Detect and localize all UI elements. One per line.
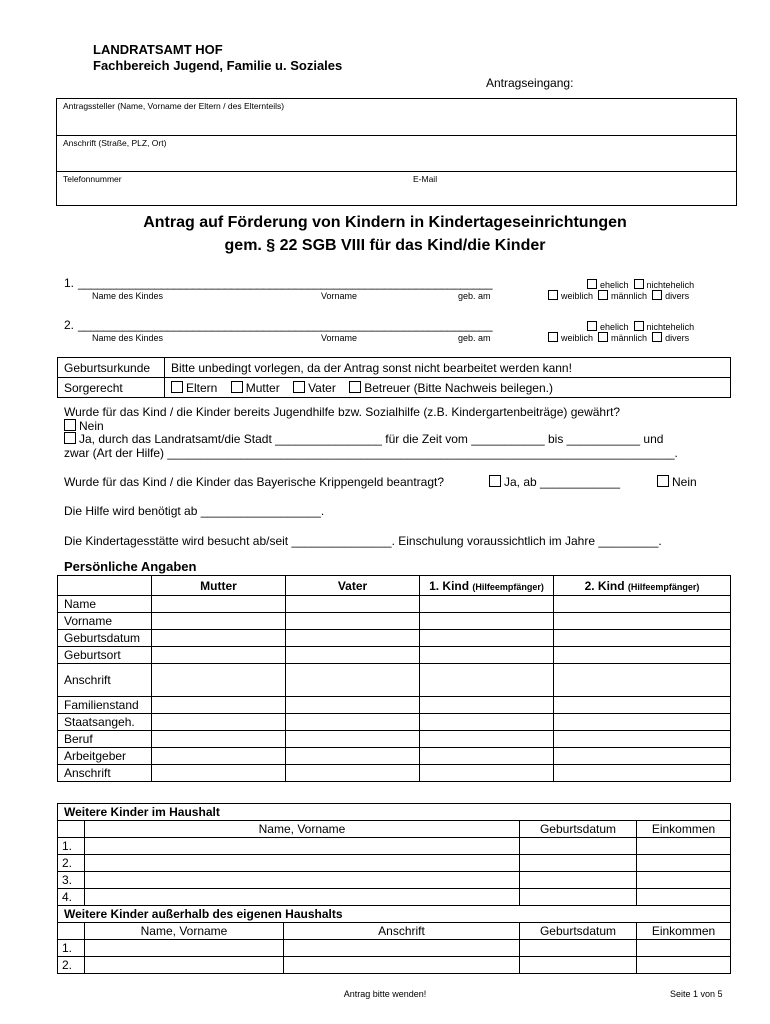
daycare-attended[interactable]: Die Kindertagesstätte wird besucht ab/seit _______________. Einschulung voraussichtlich im Jahre _________. <box>64 534 662 548</box>
cell[interactable] <box>554 765 731 782</box>
child-1-name-caption: Name des Kindes <box>92 291 164 301</box>
child-1-number: 1. <box>64 276 75 290</box>
form-title: Antrag auf Förderung von Kindern in Kindertageseinrichtungen <box>143 214 627 231</box>
cell[interactable] <box>85 957 284 974</box>
row-label: Arbeitgeber <box>58 748 152 765</box>
question-help-art[interactable]: zwar (Art der Hilfe) ____________________________________________________________________________. <box>64 446 678 460</box>
address-field[interactable] <box>57 136 736 172</box>
checkbox-nichtehelich[interactable] <box>634 321 644 331</box>
checkbox-ja[interactable] <box>64 432 76 444</box>
page-number: Seite 1 von 5 <box>670 989 723 999</box>
receipt-label: Antragseingang: <box>486 76 574 90</box>
turn-page-note: Antrag bitte wenden! <box>343 989 427 999</box>
checkbox-weiblich[interactable] <box>548 332 558 342</box>
cell[interactable] <box>554 748 731 765</box>
row-number: 1. <box>58 838 85 855</box>
cell[interactable] <box>286 664 420 697</box>
household-heading: Weitere Kinder im Haushalt <box>58 804 731 821</box>
checkbox-mutter[interactable] <box>231 381 243 393</box>
cell[interactable] <box>420 714 554 731</box>
cell[interactable] <box>554 697 731 714</box>
personal-col-empty <box>58 576 152 596</box>
question-krippengeld: Wurde für das Kind / die Kinder das Bayerische Krippengeld beantragt? <box>64 475 445 489</box>
cell[interactable] <box>637 889 731 906</box>
child-2-line[interactable]: _________________________________________________________________ <box>78 318 493 332</box>
col-mutter: Mutter <box>152 576 286 596</box>
children-table <box>57 803 731 974</box>
row-label: Familienstand <box>58 697 152 714</box>
cell[interactable] <box>152 613 286 630</box>
cell[interactable] <box>286 647 420 664</box>
cell[interactable] <box>85 940 284 957</box>
child-2-geb-caption: geb. am <box>458 333 491 343</box>
child-1-vorname-caption: Vorname <box>321 291 358 301</box>
cell[interactable] <box>420 664 554 697</box>
cell[interactable] <box>554 647 731 664</box>
row-label: Anschrift <box>58 765 152 782</box>
applicant-box <box>56 98 737 206</box>
row-number: 2. <box>58 855 85 872</box>
outside-col-birth: Geburtsdatum <box>520 923 637 940</box>
outside-col-address: Anschrift <box>284 923 520 940</box>
child-1-gender: weiblich männlich divers <box>548 290 689 301</box>
cell[interactable] <box>637 872 731 889</box>
num-col <box>58 821 85 838</box>
checkbox-krippengeld-nein[interactable] <box>657 475 669 487</box>
cell[interactable] <box>420 630 554 647</box>
cell[interactable] <box>637 838 731 855</box>
address-label: Anschrift (Straße, PLZ, Ort) <box>63 138 167 148</box>
custody-label: Sorgerecht <box>58 378 165 398</box>
cell[interactable] <box>286 697 420 714</box>
cell[interactable] <box>554 714 731 731</box>
cell[interactable] <box>420 613 554 630</box>
household-col-birth: Geburtsdatum <box>520 821 637 838</box>
checkbox-divers[interactable] <box>652 290 662 300</box>
checkbox-vater[interactable] <box>293 381 305 393</box>
cell[interactable] <box>420 731 554 748</box>
checkbox-krippengeld-ja[interactable] <box>489 475 501 487</box>
outside-col-income: Einkommen <box>637 923 731 940</box>
checkbox-ehelich[interactable] <box>587 321 597 331</box>
child-1-line[interactable]: _________________________________________________________________ <box>78 276 493 290</box>
cell[interactable] <box>420 748 554 765</box>
row-label: Beruf <box>58 731 152 748</box>
cell[interactable] <box>554 664 731 697</box>
checkbox-eltern[interactable] <box>171 381 183 393</box>
cell[interactable] <box>554 596 731 613</box>
row-label: Vorname <box>58 613 152 630</box>
row-label: Name <box>58 596 152 613</box>
col-kind-1: 1. Kind (Hilfeempfänger) <box>420 576 554 596</box>
checkbox-maennlich[interactable] <box>598 332 608 342</box>
checkbox-betreuer[interactable] <box>349 381 361 393</box>
cell[interactable] <box>152 731 286 748</box>
cell[interactable] <box>286 630 420 647</box>
krippengeld-nein: Nein <box>657 475 697 489</box>
cell[interactable] <box>152 596 286 613</box>
help-needed-from[interactable]: Die Hilfe wird benötigt ab __________________. <box>64 504 325 518</box>
cell[interactable] <box>284 957 520 974</box>
cell[interactable] <box>520 940 637 957</box>
checkbox-divers[interactable] <box>652 332 662 342</box>
birth-cert-label: Geburtsurkunde <box>58 358 165 378</box>
cell[interactable] <box>152 647 286 664</box>
cell[interactable] <box>286 748 420 765</box>
cell[interactable] <box>152 697 286 714</box>
outside-col-name: Name, Vorname <box>85 923 284 940</box>
outside-heading: Weitere Kinder außerhalb des eigenen Haushalts <box>58 906 731 923</box>
cell[interactable] <box>85 872 520 889</box>
cell[interactable] <box>420 765 554 782</box>
cell[interactable] <box>284 940 520 957</box>
cell[interactable] <box>286 613 420 630</box>
documents-table <box>57 357 731 398</box>
row-label: Staatsangeh. <box>58 714 152 731</box>
email-label: E-Mail <box>413 174 438 184</box>
checkbox-maennlich[interactable] <box>598 290 608 300</box>
cell[interactable] <box>286 731 420 748</box>
form-subtitle: gem. § 22 SGB VIII für das Kind/die Kinder <box>224 237 546 254</box>
cell[interactable] <box>554 731 731 748</box>
checkbox-nein[interactable] <box>64 419 76 431</box>
department-title: Fachbereich Jugend, Familie u. Soziales <box>93 58 343 73</box>
cell[interactable] <box>420 647 554 664</box>
row-label: Geburtsort <box>58 647 152 664</box>
row-number: 3. <box>58 872 85 889</box>
cell[interactable] <box>286 765 420 782</box>
child-2-vorname-caption: Vorname <box>321 333 358 343</box>
checkbox-nichtehelich[interactable] <box>634 279 644 289</box>
cell[interactable] <box>637 855 731 872</box>
cell[interactable] <box>85 855 520 872</box>
row-number: 2. <box>58 957 85 974</box>
cell[interactable] <box>420 697 554 714</box>
phone-label: Telefonnummer <box>63 174 122 184</box>
krippengeld-ja: Ja, ab ____________ <box>489 475 620 489</box>
child-2-legit: ehelich nichtehelich <box>587 321 694 332</box>
cell[interactable] <box>152 765 286 782</box>
row-label: Anschrift <box>58 664 152 697</box>
col-kind-2: 2. Kind (Hilfeempfänger) <box>554 576 731 596</box>
cell[interactable] <box>554 613 731 630</box>
question-help: Wurde für das Kind / die Kinder bereits Jugendhilfe bzw. Sozialhilfe (z.B. Kindergartenbeiträge) gewährt? <box>64 405 621 419</box>
cell[interactable] <box>420 596 554 613</box>
cell[interactable] <box>520 957 637 974</box>
cell[interactable] <box>152 748 286 765</box>
question-help-ja: Ja, durch das Landratsamt/die Stadt ________________ für die Zeit vom ___________ bis ___________ und <box>64 432 663 446</box>
child-1-legit: ehelich nichtehelich <box>587 279 694 290</box>
cell[interactable] <box>520 889 637 906</box>
row-number: 4. <box>58 889 85 906</box>
cell[interactable] <box>520 838 637 855</box>
cell[interactable] <box>637 957 731 974</box>
child-1-geb-caption: geb. am <box>458 291 491 301</box>
checkbox-weiblich[interactable] <box>548 290 558 300</box>
cell[interactable] <box>286 596 420 613</box>
household-col-name: Name, Vorname <box>85 821 520 838</box>
cell[interactable] <box>152 714 286 731</box>
row-label: Geburtsdatum <box>58 630 152 647</box>
cell[interactable] <box>286 714 420 731</box>
birth-cert-note: Bitte unbedingt vorlegen, da der Antrag sonst nicht bearbeitet werden kann! <box>165 358 731 378</box>
col-vater: Vater <box>286 576 420 596</box>
question-help-nein: Nein <box>64 419 104 433</box>
applicant-label: Antragssteller (Name, Vorname der Eltern / des Elternteils) <box>63 101 285 111</box>
cell[interactable] <box>152 664 286 697</box>
cell[interactable] <box>554 630 731 647</box>
household-col-income: Einkommen <box>637 821 731 838</box>
cell[interactable] <box>520 855 637 872</box>
custody-options: Eltern Mutter Vater Betreuer (Bitte Nachweis beilegen.) <box>165 378 731 398</box>
personal-table <box>57 575 731 782</box>
checkbox-ehelich[interactable] <box>587 279 597 289</box>
contact-field[interactable] <box>57 172 736 205</box>
child-2-gender: weiblich männlich divers <box>548 332 689 343</box>
cell[interactable] <box>152 630 286 647</box>
applicant-field[interactable] <box>57 99 736 136</box>
child-2-number: 2. <box>64 318 75 332</box>
personal-heading: Persönliche Angaben <box>64 559 197 574</box>
authority-title: LANDRATSAMT HOF <box>93 42 223 57</box>
cell[interactable] <box>85 838 520 855</box>
num-col <box>58 923 85 940</box>
row-number: 1. <box>58 940 85 957</box>
cell[interactable] <box>637 940 731 957</box>
cell[interactable] <box>85 889 520 906</box>
cell[interactable] <box>520 872 637 889</box>
child-2-name-caption: Name des Kindes <box>92 333 164 343</box>
